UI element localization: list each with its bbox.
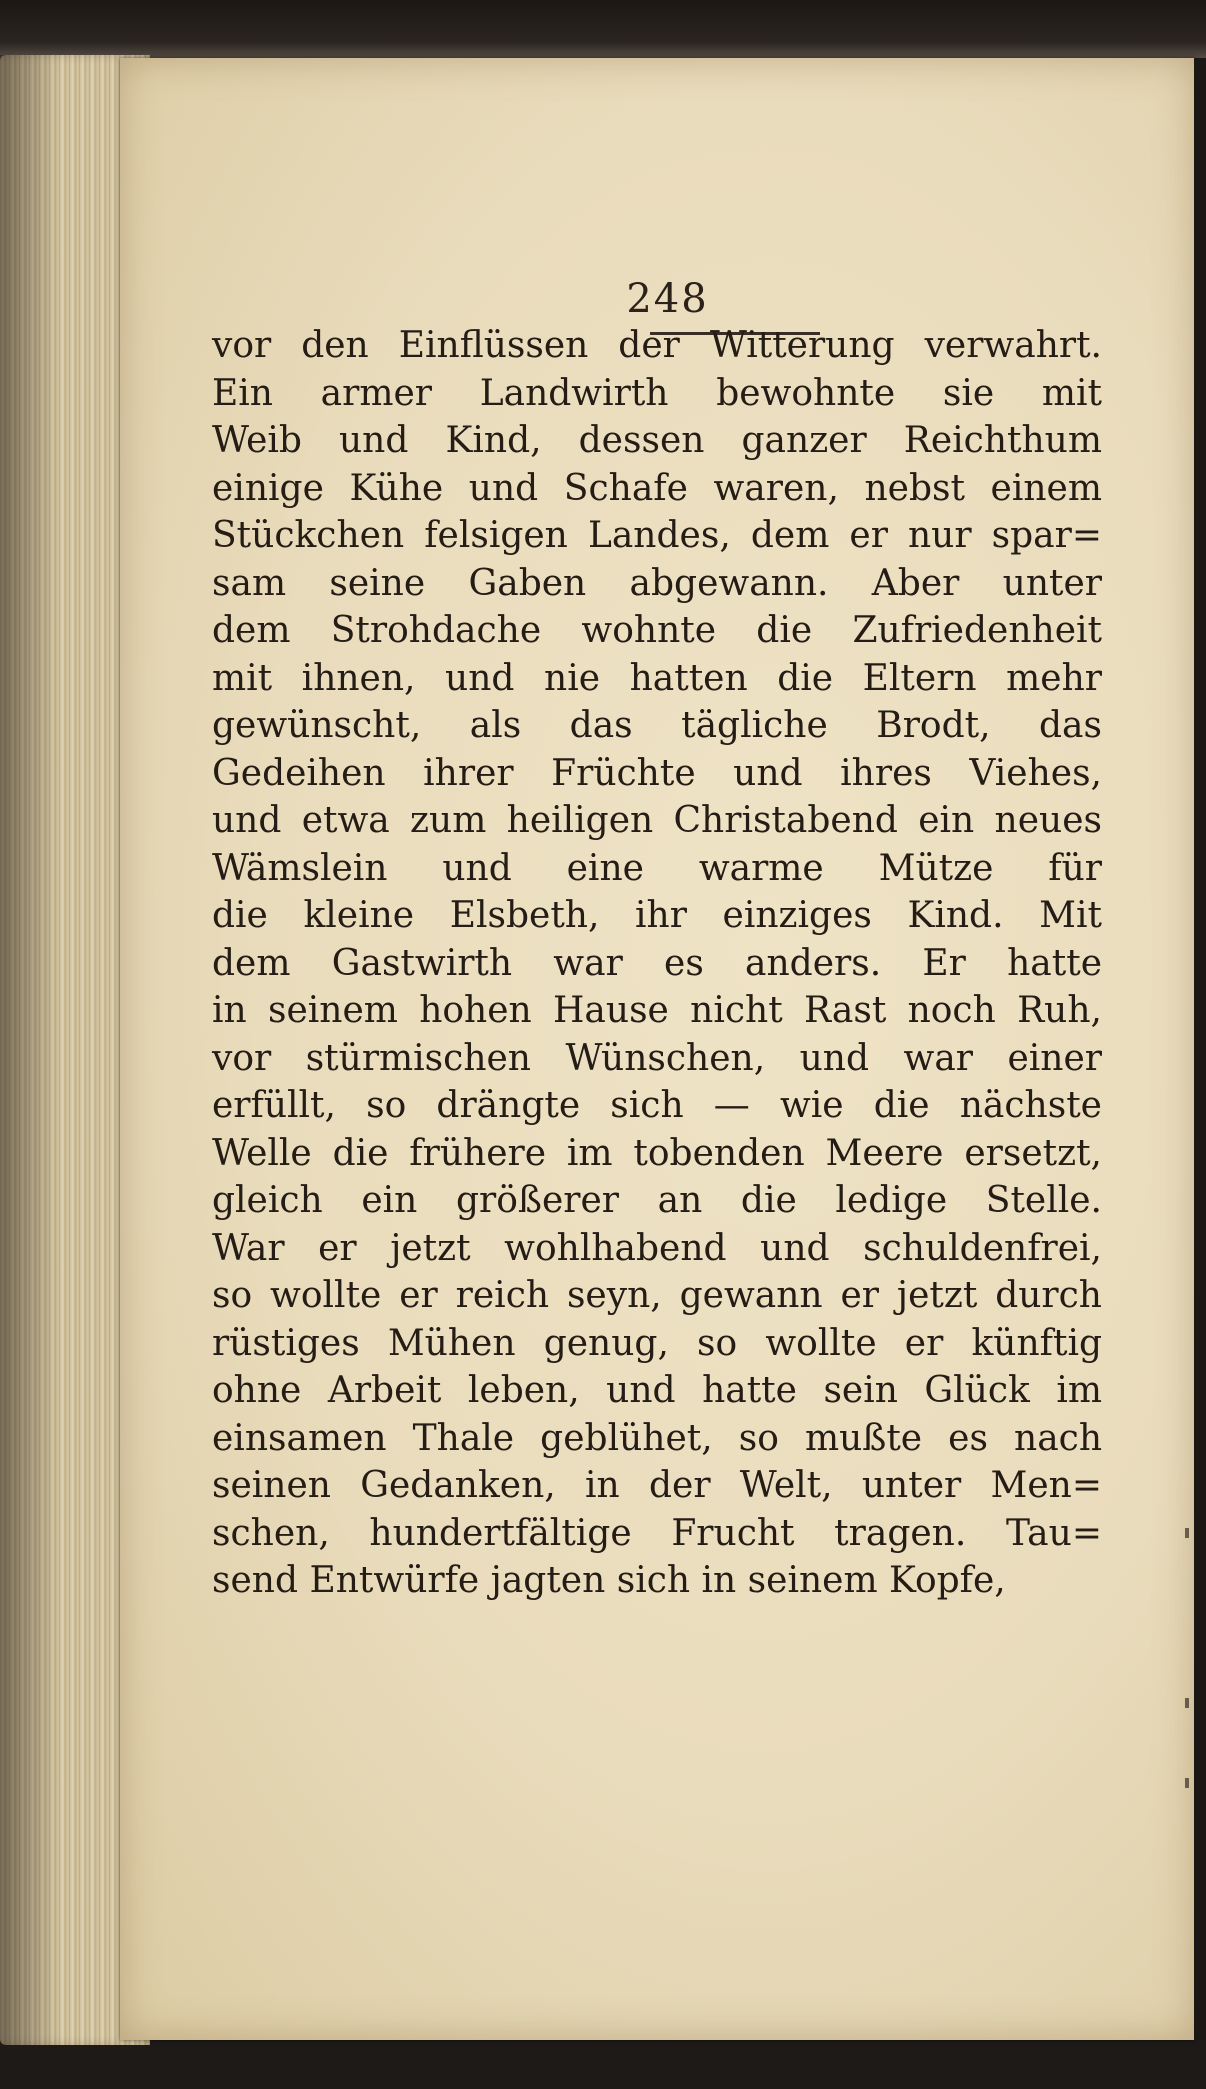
text-line: sam seine Gaben abgewann. Aber unter — [212, 562, 1102, 604]
page-number: 248 — [626, 276, 709, 322]
text-line: mit ihnen, und nie hatten die Eltern mehr — [212, 657, 1102, 699]
text-line: Ein armer Landwirth bewohnte sie mit — [212, 372, 1102, 414]
text-line: Gedeihen ihrer Früchte und ihres Viehes, — [212, 752, 1102, 794]
text-line: die kleine Elsbeth, ihr einziges Kind. Mit — [212, 895, 1102, 936]
scanner-background-right — [1194, 58, 1206, 2040]
text-line: einsamen Thale geblühet, so mußte es nach — [212, 1417, 1102, 1459]
margin-mark — [1185, 1778, 1189, 1788]
scanner-background-top — [0, 0, 1206, 60]
text-line: vor stürmischen Wünschen, und war einer — [212, 1037, 1102, 1079]
text-line: einige Kühe und Schafe waren, nebst einem — [212, 467, 1102, 509]
text-line: seinen Gedanken, in der Welt, unter Men= — [212, 1465, 1102, 1506]
text-line: gewünscht, als das tägliche Brodt, das — [212, 705, 1102, 746]
text-line: in seinem hohen Hause nicht Rast noch Ruh, — [212, 990, 1102, 1031]
text-line: ohne Arbeit leben, und hatte sein Glück im — [212, 1370, 1102, 1411]
text-line: vor den Einflüssen der Witterung verwahrt. — [212, 325, 1102, 366]
text-line: send Entwürfe jagten sich in seinem Kopfe, — [212, 1560, 1006, 1601]
text-line: gleich ein größerer an die ledige Stelle. — [212, 1180, 1102, 1221]
page-edges-shadow — [0, 55, 60, 2045]
margin-mark — [1185, 1698, 1189, 1708]
text-line: rüstiges Mühen genug, so wollte er künftig — [212, 1322, 1102, 1364]
text-line: Welle die frühere im tobenden Meere ersetzt, — [212, 1132, 1102, 1174]
body-text — [212, 322, 1102, 1605]
text-line: Weib und Kind, dessen ganzer Reichthum — [212, 420, 1102, 461]
text-line: so wollte er reich seyn, gewann er jetzt durch — [212, 1275, 1102, 1316]
text-line: dem Gastwirth war es anders. Er hatte — [212, 942, 1102, 984]
text-line: schen, hundertfältige Frucht tragen. Tau= — [212, 1512, 1102, 1554]
text-line: und etwa zum heiligen Christabend ein neues — [212, 800, 1102, 841]
text-line: dem Strohdache wohnte die Zufriedenheit — [212, 610, 1102, 651]
margin-mark — [1185, 1528, 1189, 1538]
text-line: War er jetzt wohlhabend und schuldenfrei, — [212, 1227, 1102, 1269]
text-line: Stückchen felsigen Landes, dem er nur spar= — [212, 515, 1102, 556]
text-line: erfüllt, so drängte sich — wie die nächste — [212, 1085, 1102, 1126]
text-line: Wämslein und eine warme Mütze für — [212, 847, 1102, 889]
